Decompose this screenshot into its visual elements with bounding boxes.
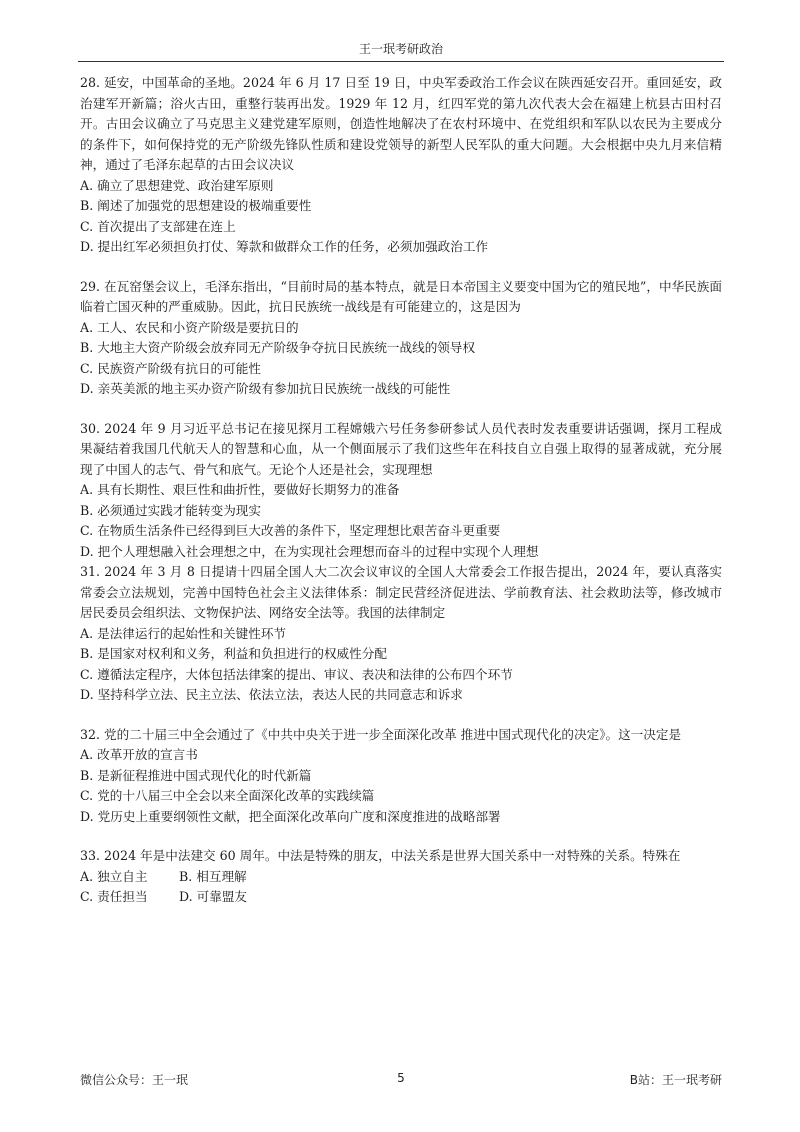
option-row: [80, 867, 722, 888]
option-b: B. 是国家对权利和义务，利益和负担进行的权威性分配: [80, 646, 387, 661]
option-a: A. 确立了思想建党、政治建军原则: [80, 177, 274, 193]
option-d: D. 坚持科学立法、民主立法、依法立法，表达人民的共同意志和诉求: [80, 687, 463, 702]
question-stem: 31. 2024 年 3 月 8 日提请十四届全国人大二次会议审议的全国人大常委会工作报告提出，2024 年，要认真落实常委会立法规划，完善中国特色社会主义法律体系：制定民营经济促进法、学前教育法、社会救助法等，修改城市居民委员会组织法、文物保护法、网络安全法等。我国的法律制定: [80, 564, 722, 620]
footer-bilibili: B站：王一珉考研: [629, 1073, 722, 1087]
question-30: [80, 419, 722, 563]
question-29: [80, 277, 722, 400]
footer-wechat: 微信公众号：王一珉: [80, 1073, 189, 1087]
option-c: C. 党的十八届三中全会以来全面深化改革的实践续篇: [80, 788, 375, 803]
question-31: [80, 562, 722, 706]
question-stem: 30. 2024 年 9 月习近平总书记在接见探月工程嫦娥六号任务参研参试人员代表时发表重要讲话强调，探月工程成果凝结着我国几代航天人的智慧和心血，从一个侧面展示了我们这些年在科技自立自强上取得的显著成就，充分展现了中国人的志气、骨气和底气。无论个人还是社会，实现理想: [80, 420, 722, 477]
option-row: [80, 887, 722, 908]
option-a: A. 工人、农民和小资产阶级是要抗日的: [80, 319, 299, 335]
option-c: C. 责任担当: [80, 889, 148, 904]
option-b: B. 大地主大资产阶级会放弃同无产阶级争夺抗日民族统一战线的领导权: [80, 340, 476, 355]
question-stem: 28. 延安，中国革命的圣地。2024 年 6 月 17 日至 19 日，中央军委政治工作会议在陕西延安召开。重回延安，政治建军开新篇；浴火古田，重整行装再出发。1929 年 12 月，红四军党的第九次代表大会在福建上杭县古田村召开。古田会议确立了马克思主义建党建军原则，创造性地解决了在农村环境中、在党组织和军队以农民为主要成分的条件下，如何保持党的无产阶级先锋队性质和建设党领导的新型人民军队的重大问题。大会根据中央九月来信精神，通过了毛泽东起草的古田会议决议: [80, 75, 722, 172]
option-b: B. 必须通过实践才能转变为现实: [80, 502, 261, 518]
page-header-title: 王一珉考研政治: [358, 42, 443, 56]
option-c: C. 民族资产阶级有抗日的可能性: [80, 360, 261, 376]
question-stem: 29. 在瓦窑堡会议上，毛泽东指出，“目前时局的基本特点，就是日本帝国主义要变中国为它的殖民地”，中华民族面临着亡国灭种的严重威胁。因此，抗日民族统一战线是有可能建立的，这是因为: [80, 278, 722, 314]
option-a: A. 具有长期性、艰巨性和曲折性，要做好长期努力的准备: [80, 482, 400, 497]
option-a: A. 改革开放的宣言书: [80, 747, 198, 762]
option-b: B. 阐述了加强党的思想建设的极端重要性: [80, 198, 312, 213]
option-d: D. 可靠盟友: [179, 889, 248, 904]
option-d: D. 把个人理想融入社会理想之中，在为实现社会理想而奋斗的过程中实现个人理想: [80, 543, 539, 559]
option-d: D. 提出红军必须担负打仗、筹款和做群众工作的任务，必须加强政治工作: [80, 239, 489, 254]
option-d: D. 亲英美派的地主买办资产阶级有参加抗日民族统一战线的可能性: [80, 381, 451, 396]
question-stem: 32. 党的二十届三中全会通过了《中共中央关于进一步全面深化改革 推进中国式现代化的决定》。这一决定是: [80, 726, 682, 742]
header-divider: [78, 61, 724, 62]
question-33: [80, 846, 722, 908]
question-32: [80, 725, 722, 828]
option-d: D. 党历史上重要纲领性文献，把全面深化改革向广度和深度推进的战略部署: [80, 808, 501, 824]
question-stem: 33. 2024 年是中法建交 60 周年。中法是特殊的朋友，中法关系是世界大国关系中一对特殊的关系。特殊在: [80, 848, 681, 863]
question-28: [80, 73, 722, 258]
option-a: A. 是法律运行的起始性和关键性环节: [80, 625, 287, 641]
question-list: [80, 73, 722, 908]
option-a: A. 独立自主: [80, 868, 148, 884]
option-c: C. 遵循法定程序，大体包括法律案的提出、审议、表决和法律的公布四个环节: [80, 666, 513, 682]
page-footer: [78, 1071, 724, 1089]
option-c: C. 首次提出了支部建在连上: [80, 218, 236, 234]
option-b: B. 是新征程推进中国式现代化的时代新篇: [80, 767, 312, 783]
option-b: B. 相互理解: [179, 868, 247, 884]
option-c: C. 在物质生活条件已经得到巨大改善的条件下，坚定理想比艰苦奋斗更重要: [80, 523, 501, 538]
page-number: 5: [397, 1071, 405, 1085]
